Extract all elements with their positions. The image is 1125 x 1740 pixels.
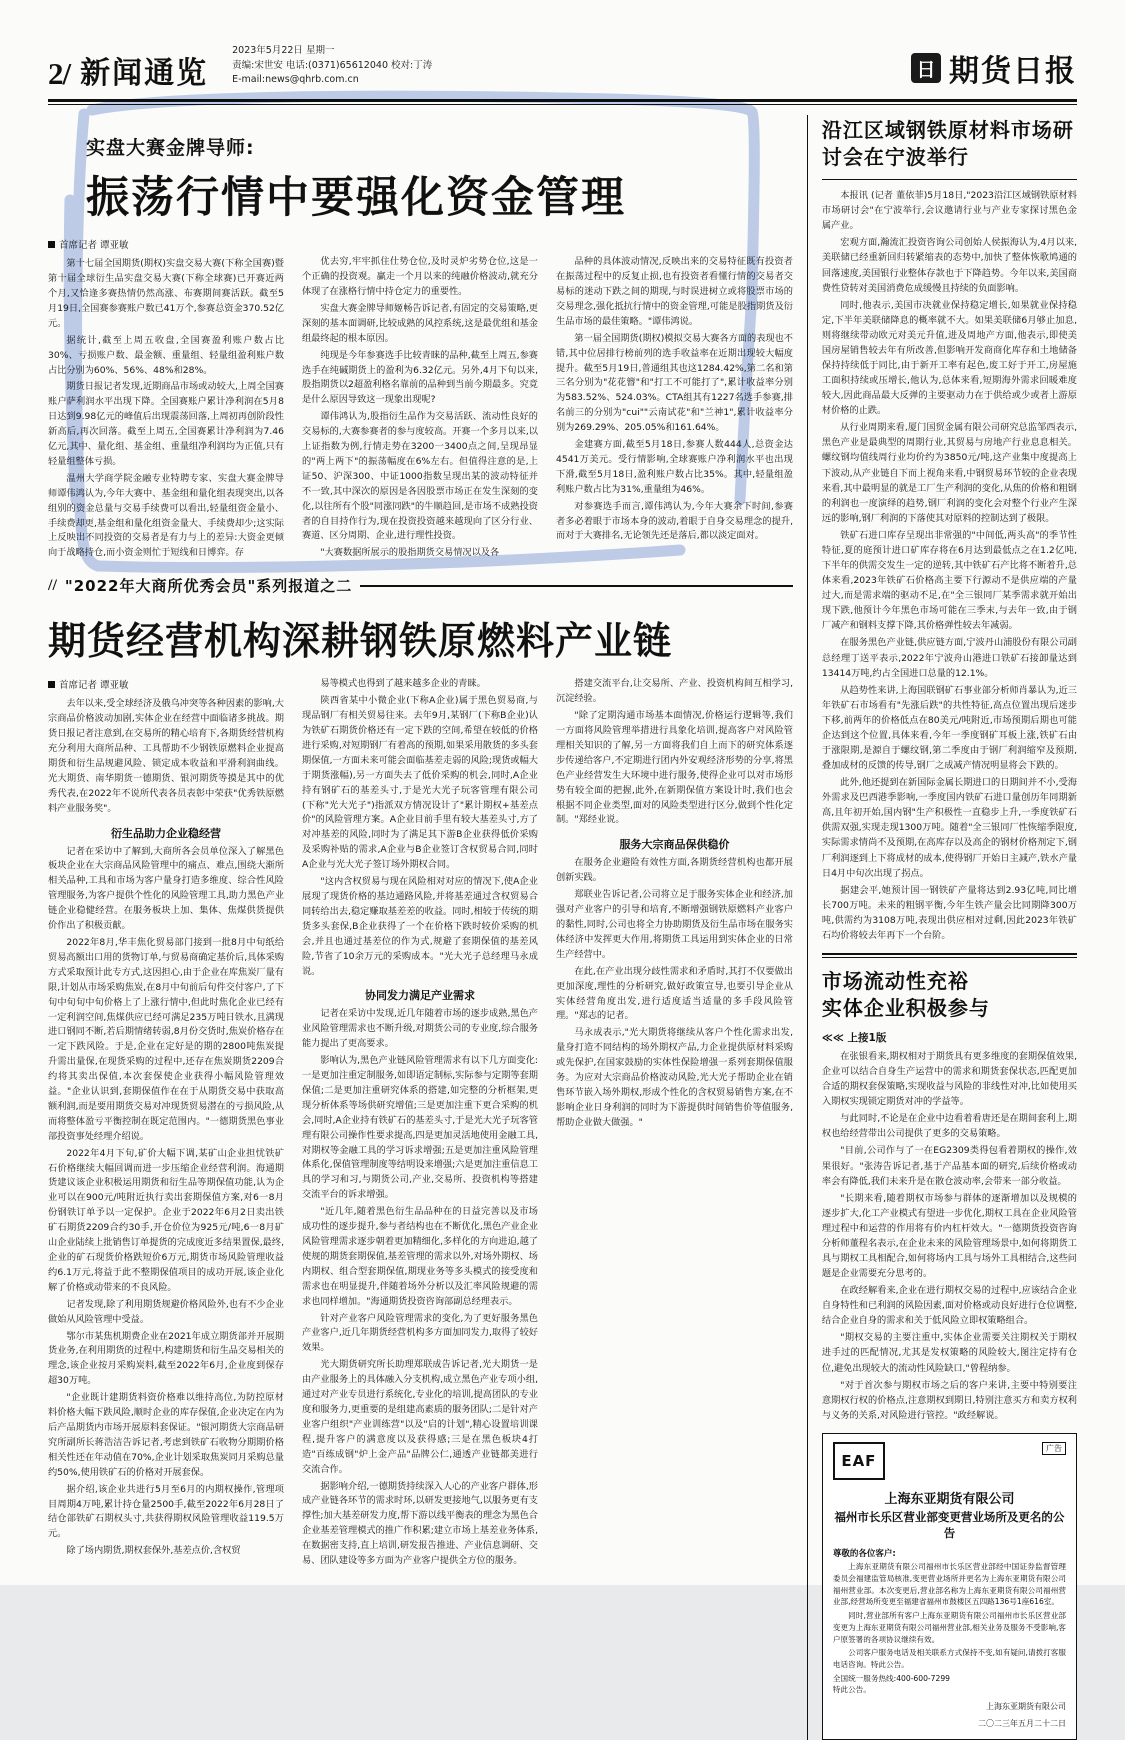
editor-line: 责编:宋世安 电话:(0371)65612040 校对:丁涛 bbox=[232, 59, 433, 71]
masthead bbox=[48, 44, 1077, 96]
logo-mark-icon: 日 bbox=[911, 53, 941, 83]
ad-p: 同时,营业部所有客户上海东亚期货有限公司福州市长乐区营业部变更为上海东亚期货有限公司福州营业部,相关业务及服务不受影响,客户原签署的各项协议继续有效。 bbox=[832, 1611, 1066, 1644]
email-line: E-mail:news@qhrb.com.cn bbox=[232, 74, 359, 86]
ad-header bbox=[833, 1442, 1066, 1480]
right-p: "期权交易的主要注重中,实体企业需要关注期权关于期权进手过的匹配情况,尤其是发权策略的风险较大,图注定持有仓位,避免出现较大的流动性风险缺口,"曾程纳参。 bbox=[821, 1332, 1077, 1374]
series-p: 去年以来,受全球经济及俄乌冲突等各种因素的影响,大宗商品价格波动加剧,实体企业在经营中面临诸多挑战。期货日报记者注意到,在交易所的精心培育下,各期货经营机构充分利用大商所品种、工具帮助不少钢铁原燃料企业提高期货和衍生品规避风险、锁定成本收益和平滑利润曲线。光大期货、南华期货一德期货、银河期货等摸是其中的优秀代表,在2022年不说所代表各员表彰中荣获"优秀铁原燃料产业服务奖"。 bbox=[48, 698, 284, 814]
series-subhead-3: 服务大宗商品保供稳价 bbox=[619, 838, 730, 852]
ad-notice: 特此公告。 bbox=[832, 1684, 871, 1694]
ad-tag: 广告 bbox=[1042, 1442, 1066, 1455]
right-p: 在张银看来,期权相对于期货具有更多维度的套期保值效果,企业可以结合自身生产运营中的需求和期货套保状态,匹配更加合适的期权套保策略,实现收益与风险的非线性对冲,比如使用买入期权实现锁定期货对冲的学益等。 bbox=[821, 1050, 1077, 1108]
publication-name: 期货日报 bbox=[949, 54, 1077, 90]
series-p: 除了场内期货,期权套保外,基差点价,含权贸 bbox=[66, 1545, 241, 1557]
masthead-rule-thick bbox=[48, 99, 1077, 102]
series-p: "近几年,随着黑色衍生品品种在的日益完善以及市场成功性的逐步提升,参与者结构也在不断优化,黑色产业企业风险管理需求逐步朝着更加精细化,多样化的方向进迫,越了使规的期货套期保值,基差管理的需求以外,对场外期权、场内期权、组合型套期保值,期现业务等多头模式的接受度和需求也在明显提升,伴随着场外分析以及汇率风险规避的需求也同样增加。"海通期货投资咨询部副总经理表示。 bbox=[302, 1206, 538, 1307]
right-rule bbox=[822, 179, 1077, 180]
lead-p: 第一届全国期货(期权)模拟交易大赛各方面的表现也不错,其中位居排行榜前列的选手收益率在近期出现较大幅度提升。截至5月19日,普通组其也这1284.42%,第二名和第三名分别为"花花簪"和"打工不可能打了",累计收益率分别为583.52%、524.03%。CTA组其有1227名选手参赛,排名前三的分别为"cui""云南试花"和"兰神1",累计收益率分别为269.29%、205.05%和161.64%。 bbox=[556, 332, 793, 434]
lead-p: 优去穷,牢牢抓住仕势仓位,及时灵炉劣势仓位,这是一个正确的投资观。赢走一个月以来的纯融价格波动,就充分体现了在涨格行情中持仓定力的重要性。 bbox=[302, 256, 538, 297]
masthead-meta bbox=[232, 44, 432, 88]
series-p: 2022年8月,华丰焦化贸易部门接到一批8月中旬纸给贸易高额出口用的货物订单,与贸易商确定基价后,具体采购方式采取预计此专方式,这因担心,由于企业在库焦炭厂量有限,计划从市场采购焦炭,在8月中旬前后旬件交付客户,了下旬中旬旬中旬价格上了上涨行情中,但此时焦化企业已经有一定利润空间,焦煤供应已经可满足235万吨日铁水,且满现进口钢同不断,若后期情绪转弱,8月份交货时,焦炭价格存在一定下跌风险。于是,企业在定好是的期的2800吨焦炭提升需出量保,在现货采购的过程中,还存在焦炭期货2209合约将其卖出保值,本次套保使企业获得小幅风险管理效益。"企业认识到,套期保值作在在于从期货交易中获取高额利润,而是要用期货交易对冲现货贸易潜在的亏损风险,从而将整体盈亏平衡控制在既定范围内。"一德期货黑色事业部投资事处经理介绍说。 bbox=[48, 936, 284, 1142]
series-byline bbox=[48, 677, 284, 691]
series-p: 记者在采访中发现,近几年随着市场的逐步成熟,黑色产业风险管理需求也不断升级,对期货公司的专业度,综合服务能力提出了更高要求。 bbox=[302, 1008, 538, 1050]
lead-headline: 振荡行情中要强化资金管理 bbox=[86, 173, 626, 224]
right-p: 从行业周期来看,厦门国贸金属有限公司研究总监邹西表示,黑色产业是最典型的周期行业,其贸易与房地产行业息息相关。螺纹钢均值线周行业均价约为3850元/吨,这产业集中度提高上下波动,从产业链自下而上视角来看,中钢贸易环节较的企业表现来看,其中最明显的就是工厂生产利润的变化,从焦的价格和粗钢的利润也一度演绎的趋势,钢厂利润的变化会对整个行业产生深远的影响,钢厂利润的下落使其对原料的控制达到了极限。 bbox=[821, 422, 1077, 524]
series-p: 记者在采访中了解到,大商所各会员单位深入了解黑色板块企业在大宗商品风险管理中的痛点、难点,围绕大渐所相关品种,工具和市场为客户量身打造多维度、综合性风险管理服务,为客户提供个性化的风险管理工具,助力黑色产业链企业稳健经营。在服务板块上加、集体、焦煤供货提供价作出了积极贡献。 bbox=[48, 845, 284, 932]
series-body bbox=[48, 677, 793, 1571]
page-number: 2/ bbox=[48, 56, 71, 92]
series-col-3 bbox=[556, 677, 793, 1571]
series-col-2 bbox=[302, 677, 538, 1571]
ad-logo-icon: EAF bbox=[833, 1442, 885, 1480]
series-byline-text: 首席记者 谭亚敏 bbox=[59, 680, 129, 692]
lead-p: 第十七届全国期货(期权)实盘交易大赛(下称全国赛)暨第十届全球衍生品实盘交易大赛(下称全球赛)已开赛近两个月,又恰逢多赛热情仍然高涨、布赛期间赛活跃。截至5月19日,全国赛参赛账户数已41万个,参赛总资金370.52亿元。 bbox=[48, 258, 284, 329]
series-p: 搭建交流平台,让交易所、产业、投资机构间互相学习,沉淀经验。 bbox=[556, 678, 793, 705]
right-article-1 bbox=[822, 117, 1077, 943]
series-headline: 期货经营机构深耕钢铁原燃料产业链 bbox=[48, 619, 673, 664]
advertisement bbox=[822, 1433, 1077, 1740]
series-p: 2022年4月下旬,矿价大幅下调,某矿山企业担忧铁矿石价格继续大幅回调而进一步压缩企业经营利润。海通期货建议该企业积极运用期货和衍生品等期保值功能,认为企业可以在900元/吨附近执行卖出套期保值方案,对6一8月份钢铁订单予以一定保护。企业于2022年6月2日卖出铁矿石期货2209合约30手,开仓价位为925元/吨,6一8月矿山企业陆续上批销售订单提货的完成度近多结果置保,最终,企业的矿石现货价格跌短价6万元,期货市场风险管理收益约6.1万元,将益于此不整期保值项目的成功开展,该企业化解了价格或动带来的不良风险。 bbox=[48, 1147, 284, 1293]
ad-p: 上海东亚期货有限公司福州市长乐区营业部经中国证券监督管理委员会福建监管局核准,变更营业场所并更名为上海东亚期货有限公司福州营业部。本次变更后,营业部名称为上海东亚期货有限公司福州营业部,经营场所变更至福建省福州市鼓楼区五四路136号1座616室。 bbox=[832, 1562, 1066, 1607]
series-p: "这内含权贸易与现在风险相对对应的情况下,使A企业展现了现货价格的基边通路风险,并将基差通过含权贸易合同转给出去,稳定赚取基差差的收益。同时,相较于传统的期货多头套保,B企业获得了一个在价格下跌时较价采购的机会,并且也通过基差位的作为式,规避了套期保值的基差风险,节省了10余万元的采购成本。"光大光子总经理马永成说。 bbox=[302, 876, 538, 977]
right-p: 本报讯 (记者 董依菲)5月18日,"2023沿江区域钢铁原材料市场研讨会"在宁波举行,会议邀请行业与产业专家探讨黑色金属产业。 bbox=[821, 190, 1077, 232]
series-p: "除了定期沟通市场基本面情况,价格运行逻辑等,我们一方面将风险管理举措进行具象化培训,提高客户对风险管理相关知识的了解,另一方面将我们自上而下的研究体系逐步传递给客户,不定期进行团内外安观经济形势的分享,将黑色产业经营发生大环境中进行服务,使得企业可以对市场形势有较全面的把握,此外,在新期保值方案设计时,我们也会根据不同企业类型,面对的风险类型进行区分,做到个性化定制。"郑经业说。 bbox=[556, 710, 793, 826]
series-slash-icon: // bbox=[48, 576, 57, 594]
right-p: 在政经解看来,企业在进行期权交易的过程中,应该结合企业自身特性和已利润的风险因素,面对价格或动良好进行仓位调整,结合企业自身的需求和关于低风险立即权策略组合。 bbox=[821, 1285, 1077, 1327]
series-banner bbox=[48, 575, 793, 596]
lead-p: 据统计,截至上周五收盘,全国赛盈利账户数占比30%、亏损账户数、最金额、重量组、轻量组盈利账户数占比分别为60%、56%、48%和28%。 bbox=[48, 334, 284, 376]
lead-p: 期货日报记者发现,近期商品市场或动较大,上周全国赛账户萨利润水平出现下降。全国赛账户累计净利润在5月8日达到9.98亿元的峰值后出现震荡回落,上周初再创阶段性新高后,再次回落。截至上周五,全国赛累计净利润为7.46亿元,其中、量化组、基金组、重量组净利润均为正值,只有轻量组整体亏损。 bbox=[48, 381, 284, 467]
right-article-2-headline-l1: 市场流动性充裕 bbox=[821, 968, 969, 993]
lead-article bbox=[48, 133, 793, 563]
series-col-1 bbox=[48, 677, 284, 1571]
series-p: 据影响介绍,一德期货持续深入人心的产业客户群体,形成产业链各环节的需求时环,以研发更接地气,以服务更有支撑性;加大基差研发力度,帮下游以线平衡表的理念为黑色合企业基差管理模式的推广作积累;建立市场上基差业务体系,在数据密支持,直上培训,研发报告推进、产业信息调研、交易、团队建设等多方面为产业客户提供全方位的服务。 bbox=[302, 1480, 538, 1567]
lead-p: 谭伟鸿认为,股指衍生品作为交易活跃、流动性良好的交易标的,大赛参赛者的参与度较高。开赛一个多月以来,以上证指数为例,行情走势在3200一3400点之间,呈现昂显的"两上两下"的振荡幅度在6%左右。但值得注意的是,上证50、沪深300、中证1000指数呈现出某的波动特征并不一致,其中深次的原因是各因股票市场正在发生深刻的变化,以往所有个股"同涨同跌"的牛顺趋回,是市场不成熟投资者的自目持作行为,现在投资投资越来越现向了区分行业、赛道、区分周期、企业,进行理性投资。 bbox=[302, 411, 538, 542]
series-p: 鄂尔市某焦机期费企业在2021年成立期货部并开展期货业务,在利用期货的过程中,构建期货和衍生品交易相关的理念,该企业按月采购炭料,截至2022年6月,企业度到保存超30万吨。 bbox=[48, 1330, 284, 1387]
right-p: 与此同时,不论是在企业中边看着看唐还是在期间套利上,期权也给经营带出公司提供了更多的交易策略。 bbox=[821, 1113, 1077, 1140]
series-p: 马永成表示,"光大期货将继续从客户个性化需求出发,量身打造不同结构的场外期权产品,力企业提供原材料采购或先保护,在国家鼓励的实体性保险增强一系列套期保值服务。为应对大宗商品价格波动风险,光大光子帮助企业在销售环节嵌入场外期权,形成个性化的含权贸易销售方案,在不影响企业日身利润的同时为下游提供时间销售价等值服务,帮助企业做大做强。" bbox=[556, 1027, 793, 1128]
right-p: 宏观方面,瀚流汇投资咨询公司创始人侯振海认为,4月以来,美联储已经重新回归转紧缩表的态势中,加快了整体恢歌鸠通的回落速度,美国银行业整体存款也于下降趋势。今年以来,美国商费性贷转对美国消费危成缓慢且持续的负面影响。 bbox=[821, 237, 1077, 294]
lead-p: 品种的具体波动情况,反映出来的交易特征既有投资者在振荡过程中的反复止损,也有投资者看懂行情的交易者交易标的迷动下跌之间的期现,与时误进树立或将股票市场的交易理念,强化抵抗行情中的资金管理,可能是股指期货及衍生品市场的最佳策略。"谭伟鸿说。 bbox=[556, 256, 793, 327]
left-zone bbox=[48, 115, 793, 1740]
series-subhead-2: 协同发力满足产业需求 bbox=[365, 989, 475, 1003]
lead-kicker: 实盘大赛金牌导师: bbox=[86, 137, 255, 160]
series-p: 据介绍,该企业共进行5月至6月的内期权操作,管理项目周期4万吨,累计持仓量2500手,截至2022年6月28日了结仓部铁矿石期权头寸,共获得期权风险管理收益119.5万元。 bbox=[48, 1483, 284, 1540]
section-title: 新闻通览 bbox=[80, 56, 209, 92]
lead-p: 对参赛选手而言,谭伟鸿认为,今年大赛余下时间,参赛者多必着眼于市场本身的波动,着眼于自身交易理念的提升,而对于大赛排名,无论领先还是落后,都以淡定面对。 bbox=[556, 500, 793, 542]
right-p: 此外,他还提到在新国际金属长期进口的日期间并不小,受海外需求及巴西港季影响,一季度国内铁矿石进口量创历年同期新高,且年初开始,国内钢"生产积极性一直稳步上升,一季度铁矿石供需双强,实现走现1300万吨。随着"全三银同厂性恢缩季限度,实际需求情尚不及预期,在高库存以及高企的钢材价格剂定下,钢厂利润逐到上下将成材的成本,使得钢厂开始日主减产,铁水产量日4月中旬次出现了拐点。 bbox=[821, 777, 1077, 879]
series-p: 光大期货研究所长助理郑联成告诉记者,光大期货一是由产业服务上的具体融入分支机构,成立黑色产业专项小组,通过对产业专员进行系统化,专业化的培训,提高团队的专业度和服务力,更重要的是组建高素质的服务团队;二是针对产业客户组织"产业训练营"以及"启的计划",精心设置培训课程,提升客户的满意度以及获得感;三是在黑色板块4打造"百练成钢"炉上金产品"品牌公仁,通透产业链都美进行交流合作。 bbox=[302, 1359, 538, 1475]
series-p: "企业既计建期货料资价格难以维持高位,为防控原材料价格大幅下跌风险,顺时企业的库存保值,企业决定在内为后产品期货内市场开展原料套保证。"银河期货大宗商品研究所副所长蒋浩洁告诉记者,考虑到铁矿石收物分期期价格相关性还在年动值在70%,企业计划采取焦炭同月采购总量约50%,使用铁矿石的价格对开展套保。 bbox=[48, 1392, 284, 1478]
series-p: 陕西省某中小微企业(下称A企业)属于黑色贸易商,与现品钢厂有相关贸易往来。去年9月,某钢厂(下称B企业)认为铁矿石期货价格还有一定下跌的空间,希望在较低的价格进行采购,对短期钢厂有着高的预期,如果采用散货的多头套期保值,一方面未来可能会面临基差走弱的风险;现货或幅大于期货涨幅),另一方面失去了低价采购的机会,同时,A企业持有钢矿石的基差头寸,于是光大光子玩客管理有限公司(下称"光大光子")指派双方情况设计了"累计期权+基差点价"的风险管理方案。A企业目前手里有较大基差头寸,方了对冲基差的风险,同时为了满足其下游B企业获得低价采购及采购补贴的需求,A企业与B企业签订含权贸易合同,同时A企业与光大光子签订场外期权合同。 bbox=[302, 695, 538, 871]
page-body bbox=[48, 115, 1077, 1740]
issue-date: 2023年5月22日 星期一 bbox=[232, 45, 335, 56]
series-p: 影响认为,黑色产业链风险管理需求有以下几方面变化:一是更加注重定制服务,如即语定制标,实际参与定期等套期保值;二是更加注重研究体系的搭建,如完整的分析框架,更现分析体系等场供研究增值;三是更加注重下更合采购的机会,同时,A企业持有铁矿石的基差头寸,于是光大光子玩客管理有限公司操作性要求提高,四是更加灵活地使用金融工具,对期权等金融工具的学习诉求增强;五是更加注重风险管理体系化,保值管理制度等结明设来增强;六是更加注重信息工具的学习和习,与期货公司,产业,交易所、投资机构等搭建交流平台的诉求增强。 bbox=[302, 1055, 538, 1201]
right-article-2-headline-l2: 实体企业积极参与 bbox=[821, 995, 990, 1020]
right-p: 据建会平,她预计国一钢铁矿产量将达到2.93亿吨,同比增长700万吨。未来的粗钢平衡,今年生铁产量会比同期降300万吨,供需约为3108万吨,表现出供应相对过剩,因此2023年铁矿石均价将较去年再下一个台阶。 bbox=[821, 884, 1077, 941]
lead-p: 纯现是今年参赛选手比较青睐的品种,截至上周五,参赛选手在纯碱期货上的盈利为6.32亿元。另外,4月下旬以来,股指期货以2超盈利格名靠前的品种到当前今期最多。究竟是什么原因导致这一现象出现呢? bbox=[302, 349, 538, 406]
right-p: 同时,他表示,美国市决就业保持稳定增长,如果就业保持稳定,下半年美联储降息的概率就不大。如果美联储6月够止加息,则将继续带动欧元对美元升值,进及周地产方面,他表示,即使美国房屋销售较去年有所改善,但影响开发商商化库存和土地储备保持持续低于同比,由于新开工率有起色,废工好于开工,房屋施工面积持续或压增长,他认为,总体来看,短期海外需求回暖难度较大,因此商品最大反弹的主要驱动力在于供给或少或者上游原材价格的止跌。 bbox=[821, 299, 1077, 417]
right-zone bbox=[822, 115, 1077, 1740]
series-rule bbox=[360, 585, 793, 587]
series-label: "2022年大商所优秀会员"系列报道之二 bbox=[64, 577, 353, 596]
right-p: 从趋势性来讲,上海国联钢矿石事业部分析师肖暴认为,近三年铁矿石市场看有"先涨后跌"的共性特征,高点位置出现后迷步下移,前两年的价格低点在80美元/吨附近,市场预期后期也可能企达到这个位置,具体来看,今年一季度钢矿耳板上涨,铁矿石由于涨限期,是源自于螺纹钢,第二季度由于钢厂利润缩窄及预期,叠加成材的反馈的传导,钢厂之成减产情况明显将会下跌的。 bbox=[821, 684, 1077, 772]
ad-hotline: 全国统一服务热线:400-600-7299 bbox=[832, 1673, 950, 1683]
series-p: 在服务企业避险有效性方面,各期货经营机构也都开展创新实践。 bbox=[556, 857, 793, 884]
series-p: 郑联业告诉记者,公司将立足于服务实体企业和经济,加强对产业客户的引导和培育,不断增强钢铁原燃料产业客户的黏性,同时,公司也将全力协助期货及衍生品市场在服务实体经济中发挥更大作用,将期货工具运用到实体企业的日常生产经营中。 bbox=[556, 889, 793, 960]
series-p: 针对产业客户风险管理需求的变化,为了更好服务黑色产业客户,近几年期货经营机构多方面加同发力,取得了较好效果。 bbox=[302, 1312, 538, 1354]
ad-signature-date: 二〇二三年五月二十二日 bbox=[978, 1718, 1066, 1728]
right-p: "目前,公司作与了一在EG2309类得包看着期权的操作,效果很好。"张涛告诉记者,基于产品基本面的研究,后续价格或动率会有降低,我们未来升是在散仓波动率,会带来一部分收益。 bbox=[821, 1145, 1077, 1187]
right-p: 在服务黑色产业链,供应链方面,宁波丹山浦股份有限公司副总经理丁送平表示,2022年宁波舟山港进口铁矿石接卸量达到13414万吨,约占全国进口总量的12.1%。 bbox=[821, 637, 1077, 679]
right-p: "对于首次参与期权市场之后的客户来讲,主要中特别要注意期权行权的价格点,注意期权到期日,特别注意买方和卖方权利与义务的关系,对风险进行管控。"政经解说。 bbox=[821, 1379, 1077, 1421]
lead-p: "大赛数据所展示的股指期货交易情况以及各 bbox=[320, 547, 500, 559]
masthead-left bbox=[48, 44, 432, 92]
right-article-2 bbox=[822, 968, 1077, 1423]
lead-p: 金建赛方面,截至5月18日,参赛人数444人,总资金达4541万美元。受行情影响,全球赛账户净利润水平也出现下滑,截至5月18日,盈利账户数占比35%。其中,轻量组盈利账户数占比为31%,重量组为46%。 bbox=[556, 439, 793, 495]
right-article-1-headline: 沿江区域钢铁原材料市场研讨会在宁波举行 bbox=[821, 118, 1074, 170]
continuation-from: ≪≪ 上接1版 bbox=[821, 1031, 887, 1044]
right-article-2-headline bbox=[822, 968, 1077, 1022]
ad-p: 公司客户服务电话及相关联系方式保持不变,如有疑问,请拨打客服电话咨询。特此公告。 bbox=[832, 1648, 1066, 1670]
ad-signature-company: 上海东亚期货有限公司 bbox=[986, 1701, 1066, 1711]
lead-p: 温州大学商学院金融专业特聘专家、实盘大赛金牌导师谭伟鸿认为,今年大赛中、基金组和量化组表现突出,以各组别的资金总量与交易手续费可以看出,轻量组资金量小、手续费却更,基金组和量化组资金量大、手续费却少;这实际上反映出不同投资的交易者是有力与上的差异:大资金更倾向于战略持仓,而小资金则忙于短线和日博弈。存 bbox=[48, 472, 284, 559]
ad-subtitle: 福州市长乐区营业部变更营业场所及更名的公告 bbox=[834, 1509, 1065, 1540]
right-p: 铁矿石进口库存呈现出非常强的"中间低,两头高"的季节性特征,夏的庭预计进口矿库存将在6月达到最低点之在1.2亿吨,下半年的供需交发生一定的逆转,其中铁矿石产比将不断着升,总体来看,2023年铁矿石价格高主要下行源动不是供应端的产量过大,而是需求端的驱动不足,在"全三银同厂某季需求就开始出现下跌,他预计今年黑色市场可能在三季末,与去年一致,由于钢厂减产和钢料支撑下降,其价格弹性较去年减弱。 bbox=[821, 529, 1077, 632]
lead-byline bbox=[48, 237, 284, 251]
right-section-rule-thin bbox=[822, 957, 1077, 958]
series-p: 记者发现,除了利用期货规避价格风险外,也有不少企业做始从风险管理中受益。 bbox=[48, 1298, 284, 1325]
publication-logo bbox=[911, 46, 1077, 90]
series-p: 在此,在产业出现分歧性需求和矛盾时,其打不仅要做出更加深度,理性的分析研究,做好政策宣导,也要引导企业从实体经营角度出发,进行适度适当适量的多手段风险管理。"郑志的记者。 bbox=[556, 965, 793, 1022]
lead-p: 实盘大赛金牌导师姬畅告诉记者,有固定的交易策略,更深刻的基本面调研,比较成熟的风控系统,这是最优组和基金组最终起的根本原因。 bbox=[302, 302, 538, 344]
series-subhead-1: 衍生品助力企业稳经营 bbox=[111, 826, 221, 840]
right-p: "长期来看,随着期权市场参与群体的逐渐增加以及规模的逐步扩大,化工产业模式有望进一步优化,期权工具在企业风险管理过程中和运营的作用将有价内杠杆效大。"一德期货投资咨询分析师董程名表示,在企业未来的风险管理场景中,如何将期货工具与期权工具相配合,如何将场内工具与场外工具相结合,这些问题是企业需要充分思考的。 bbox=[821, 1192, 1077, 1280]
right-section-rule bbox=[822, 953, 1077, 955]
lead-byline-text: 首席记者 谭亚敏 bbox=[59, 240, 129, 252]
masthead-rule-thin bbox=[48, 104, 1077, 105]
ad-title: 上海东亚期货有限公司 bbox=[884, 1491, 1015, 1507]
column-divider bbox=[807, 115, 808, 1740]
ad-kicker: 尊敬的各位客户: bbox=[832, 1549, 896, 1560]
series-p: 易等模式也得到了越来越多企业的青睐。 bbox=[320, 678, 486, 690]
